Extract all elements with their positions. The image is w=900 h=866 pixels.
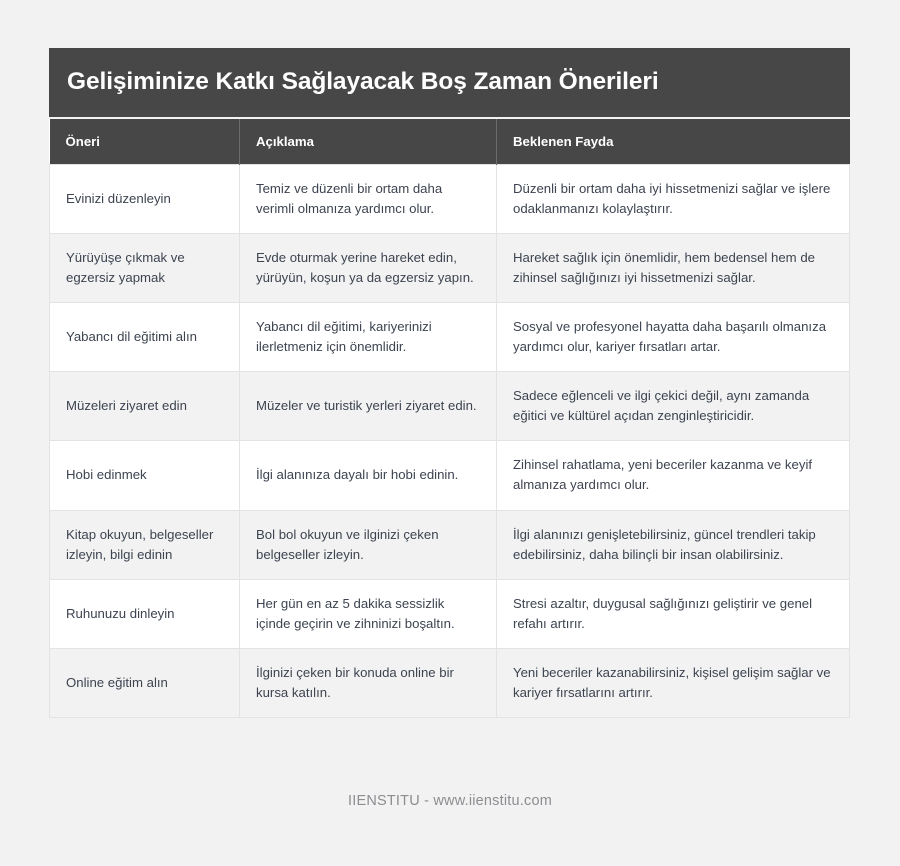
cell-fayda: Düzenli bir ortam daha iyi hissetmenizi sağlar ve işlere odaklanmanızı kolaylaştırır. [497, 164, 850, 233]
cell-fayda: Stresi azaltır, duygusal sağlığınızı geliştirir ve genel refahı artırır. [497, 579, 850, 648]
cell-oneri: Yürüyüşe çıkmak ve egzersiz yapmak [50, 234, 240, 303]
cell-fayda: Hareket sağlık için önemlidir, hem bedensel hem de zihinsel sağlığınızı iyi hissetmenizi sağlar. [497, 234, 850, 303]
leisure-suggestions-table [49, 48, 850, 718]
table-row [50, 164, 850, 233]
table-header-row [50, 119, 850, 165]
cell-fayda: İlgi alanınızı genişletebilirsiniz, güncel trendleri takip edebilirsiniz, daha bilinçli bir insan olabilirsiniz. [497, 510, 850, 579]
column-header-aciklama: Açıklama [240, 119, 497, 165]
cell-aciklama: Bol bol okuyun ve ilginizi çeken belgeseller izleyin. [240, 510, 497, 579]
cell-aciklama: Evde oturmak yerine hareket edin, yürüyün, koşun ya da egzersiz yapın. [240, 234, 497, 303]
table-row [50, 303, 850, 372]
cell-oneri: Ruhunuzu dinleyin [50, 579, 240, 648]
cell-fayda: Zihinsel rahatlama, yeni beceriler kazanma ve keyif almanıza yardımcı olur. [497, 441, 850, 510]
table-row [50, 648, 850, 717]
cell-aciklama: İlgi alanınıza dayalı bir hobi edinin. [240, 441, 497, 510]
page-title: Gelişiminize Katkı Sağlayacak Boş Zaman Önerileri [49, 48, 850, 119]
table-row [50, 510, 850, 579]
table-row [50, 441, 850, 510]
cell-oneri: Hobi edinmek [50, 441, 240, 510]
table-head [50, 119, 850, 165]
column-header-fayda: Beklenen Fayda [497, 119, 850, 165]
table-row [50, 234, 850, 303]
cell-aciklama: Her gün en az 5 dakika sessizlik içinde geçirin ve zihninizi boşaltın. [240, 579, 497, 648]
cell-aciklama: Yabancı dil eğitimi, kariyerinizi ilerletmeniz için önemlidir. [240, 303, 497, 372]
cell-oneri: Online eğitim alın [50, 648, 240, 717]
cell-oneri: Müzeleri ziyaret edin [50, 372, 240, 441]
footer-attribution: IIENSTITU - www.iienstitu.com [348, 793, 552, 809]
table-body [50, 164, 850, 717]
cell-oneri: Yabancı dil eğitimi alın [50, 303, 240, 372]
cell-aciklama: Müzeler ve turistik yerleri ziyaret edin. [240, 372, 497, 441]
table-row [50, 372, 850, 441]
column-header-oneri: Öneri [50, 119, 240, 165]
table-container [49, 48, 849, 718]
cell-fayda: Sosyal ve profesyonel hayatta daha başarılı olmanıza yardımcı olur, kariyer fırsatları artar. [497, 303, 850, 372]
cell-fayda: Sadece eğlenceli ve ilgi çekici değil, aynı zamanda eğitici ve kültürel açıdan zenginleştiricidir. [497, 372, 850, 441]
cell-oneri: Evinizi düzenleyin [50, 164, 240, 233]
cell-oneri: Kitap okuyun, belgeseller izleyin, bilgi edinin [50, 510, 240, 579]
table-row [50, 579, 850, 648]
cell-fayda: Yeni beceriler kazanabilirsiniz, kişisel gelişim sağlar ve kariyer fırsatlarını artırır. [497, 648, 850, 717]
cell-aciklama: İlginizi çeken bir konuda online bir kursa katılın. [240, 648, 497, 717]
cell-aciklama: Temiz ve düzenli bir ortam daha verimli olmanıza yardımcı olur. [240, 164, 497, 233]
